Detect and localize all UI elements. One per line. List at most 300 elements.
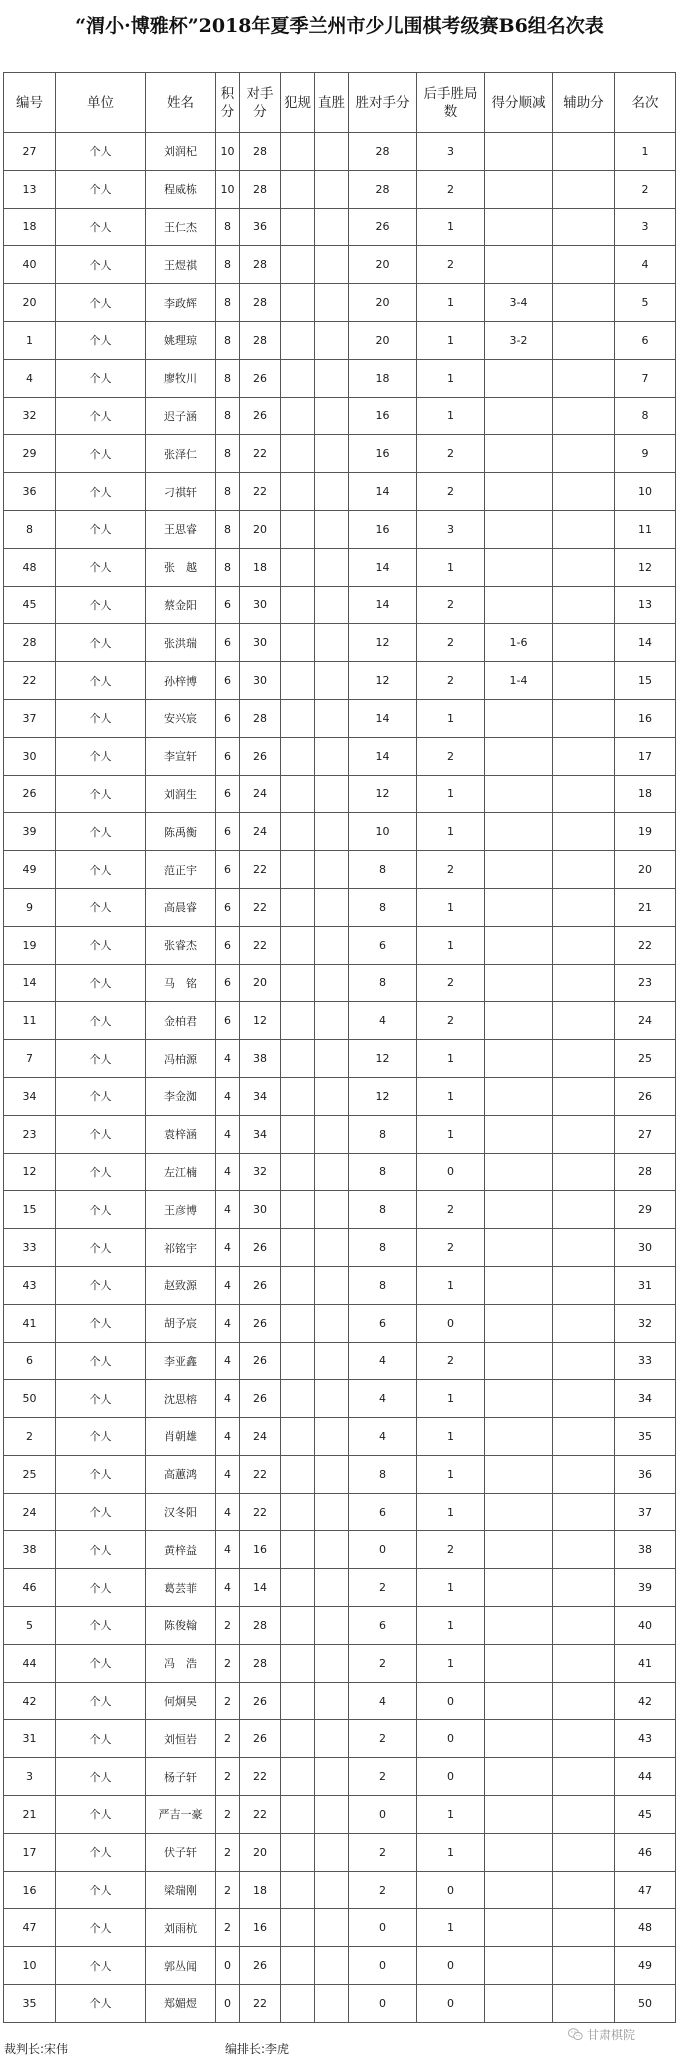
cell-rank: 22 [615, 926, 676, 964]
cell-name: 陈禹衡 [146, 813, 216, 851]
cell-aux-score [553, 284, 615, 322]
cell-score-reduction [485, 1115, 553, 1153]
cell-id: 15 [4, 1191, 56, 1229]
cell-opponent-score: 22 [240, 1455, 281, 1493]
cell-id: 11 [4, 1002, 56, 1040]
cell-win-opponent-score: 16 [349, 397, 417, 435]
cell-opponent-score: 36 [240, 208, 281, 246]
cell-second-hand-wins: 1 [417, 1833, 485, 1871]
cell-direct-win [315, 510, 349, 548]
cell-aux-score [553, 1418, 615, 1456]
cell-second-hand-wins: 1 [417, 1569, 485, 1607]
cell-win-opponent-score: 12 [349, 624, 417, 662]
cell-name: 郭丛闻 [146, 1947, 216, 1985]
cell-aux-score [553, 1342, 615, 1380]
cell-second-hand-wins: 1 [417, 1115, 485, 1153]
cell-second-hand-wins: 2 [417, 624, 485, 662]
cell-win-opponent-score: 12 [349, 662, 417, 700]
cell-points: 6 [216, 851, 240, 889]
table-body [4, 133, 676, 2023]
cell-unit: 个人 [56, 1077, 146, 1115]
cell-score-reduction [485, 1607, 553, 1645]
cell-unit: 个人 [56, 1531, 146, 1569]
cell-name: 孙梓博 [146, 662, 216, 700]
cell-second-hand-wins: 1 [417, 1796, 485, 1834]
cell-second-hand-wins: 1 [417, 1077, 485, 1115]
cell-unit: 个人 [56, 548, 146, 586]
cell-second-hand-wins: 2 [417, 435, 485, 473]
cell-name: 冯柏源 [146, 1040, 216, 1078]
cell-score-reduction [485, 1229, 553, 1267]
table-row [4, 1040, 676, 1078]
cell-direct-win [315, 775, 349, 813]
cell-points: 6 [216, 624, 240, 662]
cell-opponent-score: 28 [240, 246, 281, 284]
cell-fouls [281, 1418, 315, 1456]
cell-score-reduction [485, 1758, 553, 1796]
cell-aux-score [553, 510, 615, 548]
cell-id: 18 [4, 208, 56, 246]
table-row [4, 1002, 676, 1040]
cell-name: 郑媚煜 [146, 1985, 216, 2023]
cell-name: 马 铭 [146, 964, 216, 1002]
cell-points: 4 [216, 1455, 240, 1493]
cell-win-opponent-score: 14 [349, 473, 417, 511]
cell-direct-win [315, 737, 349, 775]
cell-second-hand-wins: 1 [417, 888, 485, 926]
cell-opponent-score: 26 [240, 1947, 281, 1985]
cell-name: 严吉一豪 [146, 1796, 216, 1834]
cell-rank: 16 [615, 699, 676, 737]
cell-unit: 个人 [56, 1947, 146, 1985]
cell-fouls [281, 1531, 315, 1569]
cell-points: 2 [216, 1871, 240, 1909]
cell-points: 2 [216, 1796, 240, 1834]
col-header-unit: 单位 [56, 73, 146, 133]
cell-id: 19 [4, 926, 56, 964]
cell-aux-score [553, 359, 615, 397]
cell-name: 王思睿 [146, 510, 216, 548]
cell-name: 王彦博 [146, 1191, 216, 1229]
cell-id: 35 [4, 1985, 56, 2023]
cell-fouls [281, 1115, 315, 1153]
cell-direct-win [315, 435, 349, 473]
cell-aux-score [553, 1833, 615, 1871]
cell-second-hand-wins: 2 [417, 737, 485, 775]
referee-label: 裁判长:宋伟 [4, 2042, 69, 2056]
cell-fouls [281, 1985, 315, 2023]
table-row [4, 1115, 676, 1153]
cell-fouls [281, 359, 315, 397]
cell-second-hand-wins: 1 [417, 1455, 485, 1493]
cell-unit: 个人 [56, 1266, 146, 1304]
cell-second-hand-wins: 0 [417, 1758, 485, 1796]
cell-opponent-score: 34 [240, 1115, 281, 1153]
cell-aux-score [553, 1909, 615, 1947]
cell-score-reduction [485, 208, 553, 246]
cell-direct-win [315, 1682, 349, 1720]
cell-rank: 48 [615, 1909, 676, 1947]
cell-opponent-score: 28 [240, 321, 281, 359]
cell-points: 0 [216, 1985, 240, 2023]
cell-second-hand-wins: 1 [417, 1380, 485, 1418]
table-row [4, 170, 676, 208]
cell-id: 20 [4, 284, 56, 322]
cell-unit: 个人 [56, 1720, 146, 1758]
cell-direct-win [315, 1191, 349, 1229]
cell-name: 葛芸菲 [146, 1569, 216, 1607]
table-row [4, 1304, 676, 1342]
cell-points: 4 [216, 1569, 240, 1607]
cell-score-reduction [485, 359, 553, 397]
cell-fouls [281, 435, 315, 473]
cell-direct-win [315, 1607, 349, 1645]
cell-opponent-score: 22 [240, 851, 281, 889]
table-row [4, 1985, 676, 2023]
cell-name: 胡予宸 [146, 1304, 216, 1342]
cell-rank: 35 [615, 1418, 676, 1456]
watermark-text: 甘肃棋院 [587, 2028, 636, 2042]
cell-second-hand-wins: 1 [417, 1040, 485, 1078]
cell-opponent-score: 26 [240, 737, 281, 775]
cell-rank: 44 [615, 1758, 676, 1796]
cell-id: 25 [4, 1455, 56, 1493]
cell-name: 赵致源 [146, 1266, 216, 1304]
cell-unit: 个人 [56, 1229, 146, 1267]
cell-direct-win [315, 1947, 349, 1985]
cell-unit: 个人 [56, 699, 146, 737]
cell-opponent-score: 28 [240, 133, 281, 171]
table-row [4, 1342, 676, 1380]
cell-rank: 5 [615, 284, 676, 322]
cell-unit: 个人 [56, 1418, 146, 1456]
cell-unit: 个人 [56, 1380, 146, 1418]
cell-direct-win [315, 699, 349, 737]
cell-opponent-score: 28 [240, 284, 281, 322]
cell-direct-win [315, 1531, 349, 1569]
cell-second-hand-wins: 1 [417, 926, 485, 964]
cell-rank: 15 [615, 662, 676, 700]
cell-unit: 个人 [56, 1985, 146, 2023]
cell-fouls [281, 1040, 315, 1078]
cell-direct-win [315, 170, 349, 208]
cell-points: 8 [216, 321, 240, 359]
table-row [4, 1909, 676, 1947]
cell-rank: 8 [615, 397, 676, 435]
cell-name: 伏子轩 [146, 1833, 216, 1871]
cell-win-opponent-score: 6 [349, 926, 417, 964]
table-row [4, 964, 676, 1002]
col-header-rank: 名次 [615, 73, 676, 133]
cell-score-reduction [485, 1304, 553, 1342]
cell-fouls [281, 662, 315, 700]
cell-id: 27 [4, 133, 56, 171]
cell-aux-score [553, 473, 615, 511]
cell-win-opponent-score: 8 [349, 1191, 417, 1229]
cell-score-reduction [485, 133, 553, 171]
cell-points: 6 [216, 737, 240, 775]
table-row [4, 1380, 676, 1418]
cell-name: 蔡金阳 [146, 586, 216, 624]
cell-win-opponent-score: 20 [349, 321, 417, 359]
cell-fouls [281, 1796, 315, 1834]
cell-opponent-score: 28 [240, 699, 281, 737]
cell-win-opponent-score: 28 [349, 133, 417, 171]
cell-second-hand-wins: 1 [417, 359, 485, 397]
cell-win-opponent-score: 0 [349, 1985, 417, 2023]
cell-unit: 个人 [56, 1644, 146, 1682]
cell-win-opponent-score: 14 [349, 586, 417, 624]
cell-points: 4 [216, 1229, 240, 1267]
table-row [4, 1493, 676, 1531]
cell-points: 4 [216, 1342, 240, 1380]
cell-win-opponent-score: 18 [349, 359, 417, 397]
cell-points: 4 [216, 1531, 240, 1569]
cell-opponent-score: 14 [240, 1569, 281, 1607]
footer [0, 2038, 679, 2058]
cell-score-reduction [485, 775, 553, 813]
table-row [4, 851, 676, 889]
cell-score-reduction [485, 699, 553, 737]
cell-aux-score [553, 1758, 615, 1796]
cell-opponent-score: 30 [240, 662, 281, 700]
cell-points: 8 [216, 246, 240, 284]
cell-win-opponent-score: 2 [349, 1833, 417, 1871]
col-header-score-reduction: 得分顺减 [485, 73, 553, 133]
cell-direct-win [315, 964, 349, 1002]
cell-aux-score [553, 1304, 615, 1342]
cell-opponent-score: 18 [240, 548, 281, 586]
cell-fouls [281, 1380, 315, 1418]
cell-opponent-score: 38 [240, 1040, 281, 1078]
cell-direct-win [315, 586, 349, 624]
cell-id: 39 [4, 813, 56, 851]
cell-id: 34 [4, 1077, 56, 1115]
cell-win-opponent-score: 6 [349, 1493, 417, 1531]
cell-unit: 个人 [56, 1304, 146, 1342]
cell-opponent-score: 24 [240, 775, 281, 813]
cell-second-hand-wins: 1 [417, 284, 485, 322]
cell-id: 32 [4, 397, 56, 435]
cell-unit: 个人 [56, 284, 146, 322]
cell-rank: 4 [615, 246, 676, 284]
cell-id: 45 [4, 586, 56, 624]
cell-rank: 31 [615, 1266, 676, 1304]
cell-win-opponent-score: 2 [349, 1644, 417, 1682]
cell-points: 6 [216, 888, 240, 926]
cell-id: 4 [4, 359, 56, 397]
cell-fouls [281, 1947, 315, 1985]
cell-score-reduction [485, 1682, 553, 1720]
cell-score-reduction [485, 1191, 553, 1229]
cell-id: 47 [4, 1909, 56, 1947]
cell-points: 2 [216, 1644, 240, 1682]
cell-name: 迟子涵 [146, 397, 216, 435]
cell-points: 6 [216, 964, 240, 1002]
col-header-win-opponent-score: 胜对手分 [349, 73, 417, 133]
cell-rank: 2 [615, 170, 676, 208]
cell-opponent-score: 22 [240, 1758, 281, 1796]
cell-direct-win [315, 1077, 349, 1115]
cell-fouls [281, 699, 315, 737]
table-row [4, 662, 676, 700]
cell-opponent-score: 26 [240, 1682, 281, 1720]
cell-direct-win [315, 1569, 349, 1607]
cell-score-reduction [485, 473, 553, 511]
cell-opponent-score: 22 [240, 473, 281, 511]
cell-fouls [281, 813, 315, 851]
cell-id: 6 [4, 1342, 56, 1380]
cell-opponent-score: 16 [240, 1909, 281, 1947]
cell-rank: 26 [615, 1077, 676, 1115]
cell-name: 肖朝雄 [146, 1418, 216, 1456]
cell-second-hand-wins: 0 [417, 1985, 485, 2023]
cell-win-opponent-score: 10 [349, 813, 417, 851]
col-header-direct-win: 直胜 [315, 73, 349, 133]
cell-unit: 个人 [56, 1455, 146, 1493]
table-row [4, 1077, 676, 1115]
cell-fouls [281, 548, 315, 586]
cell-aux-score [553, 1191, 615, 1229]
cell-score-reduction [485, 1342, 553, 1380]
cell-fouls [281, 1871, 315, 1909]
cell-unit: 个人 [56, 851, 146, 889]
cell-unit: 个人 [56, 888, 146, 926]
cell-fouls [281, 1758, 315, 1796]
table-row [4, 888, 676, 926]
cell-direct-win [315, 1002, 349, 1040]
cell-points: 8 [216, 208, 240, 246]
cell-name: 张 越 [146, 548, 216, 586]
cell-id: 38 [4, 1531, 56, 1569]
cell-name: 杨子轩 [146, 1758, 216, 1796]
cell-id: 13 [4, 170, 56, 208]
cell-rank: 43 [615, 1720, 676, 1758]
cell-second-hand-wins: 2 [417, 1229, 485, 1267]
cell-aux-score [553, 1002, 615, 1040]
cell-name: 何炯昊 [146, 1682, 216, 1720]
cell-id: 26 [4, 775, 56, 813]
cell-aux-score [553, 1947, 615, 1985]
cell-rank: 7 [615, 359, 676, 397]
cell-aux-score [553, 1644, 615, 1682]
cell-aux-score [553, 1720, 615, 1758]
cell-rank: 41 [615, 1644, 676, 1682]
cell-direct-win [315, 1040, 349, 1078]
cell-rank: 50 [615, 1985, 676, 2023]
cell-id: 40 [4, 246, 56, 284]
cell-direct-win [315, 1644, 349, 1682]
table-row [4, 397, 676, 435]
cell-aux-score [553, 1115, 615, 1153]
table-row [4, 775, 676, 813]
cell-aux-score [553, 586, 615, 624]
table-row [4, 208, 676, 246]
cell-direct-win [315, 1380, 349, 1418]
cell-name: 高蕙鸿 [146, 1455, 216, 1493]
cell-aux-score [553, 964, 615, 1002]
cell-rank: 17 [615, 737, 676, 775]
cell-points: 8 [216, 473, 240, 511]
cell-id: 5 [4, 1607, 56, 1645]
cell-id: 33 [4, 1229, 56, 1267]
cell-opponent-score: 30 [240, 624, 281, 662]
cell-points: 4 [216, 1304, 240, 1342]
cell-direct-win [315, 133, 349, 171]
cell-win-opponent-score: 8 [349, 851, 417, 889]
col-header-fouls: 犯规 [281, 73, 315, 133]
cell-aux-score [553, 851, 615, 889]
cell-fouls [281, 170, 315, 208]
cell-fouls [281, 1644, 315, 1682]
cell-id: 7 [4, 1040, 56, 1078]
cell-name: 汉冬阳 [146, 1493, 216, 1531]
cell-fouls [281, 1607, 315, 1645]
cell-unit: 个人 [56, 473, 146, 511]
cell-unit: 个人 [56, 1040, 146, 1078]
cell-points: 6 [216, 813, 240, 851]
col-header-id: 编号 [4, 73, 56, 133]
cell-score-reduction [485, 813, 553, 851]
cell-win-opponent-score: 8 [349, 964, 417, 1002]
cell-id: 14 [4, 964, 56, 1002]
cell-fouls [281, 1002, 315, 1040]
cell-opponent-score: 22 [240, 888, 281, 926]
table-row [4, 1153, 676, 1191]
cell-rank: 45 [615, 1796, 676, 1834]
cell-name: 金柏君 [146, 1002, 216, 1040]
table-row [4, 1455, 676, 1493]
cell-id: 48 [4, 548, 56, 586]
cell-unit: 个人 [56, 246, 146, 284]
cell-name: 李金洳 [146, 1077, 216, 1115]
cell-unit: 个人 [56, 1493, 146, 1531]
cell-points: 8 [216, 548, 240, 586]
cell-win-opponent-score: 12 [349, 1040, 417, 1078]
cell-score-reduction [485, 1796, 553, 1834]
cell-id: 28 [4, 624, 56, 662]
cell-rank: 47 [615, 1871, 676, 1909]
cell-second-hand-wins: 3 [417, 133, 485, 171]
col-header-name: 姓名 [146, 73, 216, 133]
cell-opponent-score: 26 [240, 397, 281, 435]
table-row [4, 699, 676, 737]
cell-name: 李政辉 [146, 284, 216, 322]
cell-opponent-score: 24 [240, 1418, 281, 1456]
cell-direct-win [315, 473, 349, 511]
cell-score-reduction [485, 964, 553, 1002]
cell-aux-score [553, 624, 615, 662]
cell-second-hand-wins: 2 [417, 170, 485, 208]
cell-unit: 个人 [56, 1909, 146, 1947]
cell-unit: 个人 [56, 1342, 146, 1380]
cell-win-opponent-score: 8 [349, 1229, 417, 1267]
cell-fouls [281, 1191, 315, 1229]
cell-direct-win [315, 1720, 349, 1758]
cell-aux-score [553, 1040, 615, 1078]
cell-name: 梁瑞刚 [146, 1871, 216, 1909]
cell-name: 程威栋 [146, 170, 216, 208]
cell-points: 0 [216, 1947, 240, 1985]
cell-second-hand-wins: 2 [417, 586, 485, 624]
cell-direct-win [315, 1342, 349, 1380]
cell-id: 1 [4, 321, 56, 359]
cell-direct-win [315, 813, 349, 851]
cell-name: 范正宇 [146, 851, 216, 889]
cell-aux-score [553, 1871, 615, 1909]
cell-direct-win [315, 284, 349, 322]
cell-opponent-score: 26 [240, 1229, 281, 1267]
